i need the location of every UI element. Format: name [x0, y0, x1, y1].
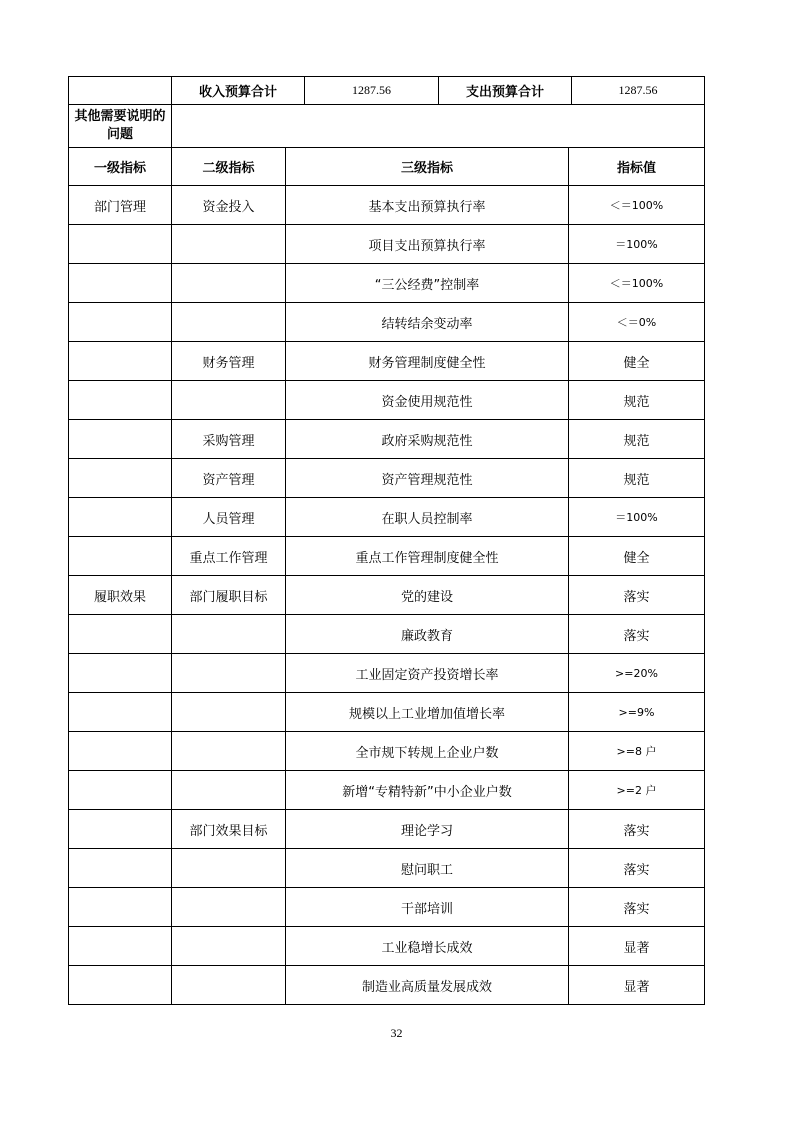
indicator-value-cell: >=20%: [569, 654, 705, 693]
level1-cell: [69, 342, 172, 381]
table-row: [69, 498, 705, 537]
level1-cell: [69, 615, 172, 654]
level1-cell: [69, 225, 172, 264]
indicator-value-cell: 落实: [569, 810, 705, 849]
level2-cell: [172, 654, 286, 693]
expense-budget-value: 1287.56: [572, 77, 705, 105]
level3-cell: 政府采购规范性: [286, 420, 569, 459]
level1-cell: [69, 654, 172, 693]
level3-cell: 重点工作管理制度健全性: [286, 537, 569, 576]
level2-cell: 部门履职目标: [172, 576, 286, 615]
table-row: [69, 732, 705, 771]
table-row: [69, 264, 705, 303]
indicator-value-cell: 显著: [569, 966, 705, 1005]
indicator-value-cell: 落实: [569, 888, 705, 927]
level1-cell: [69, 537, 172, 576]
table-row: [69, 381, 705, 420]
indicator-value-cell: 落实: [569, 615, 705, 654]
level1-cell: [69, 498, 172, 537]
level2-cell: 资金投入: [172, 186, 286, 225]
table-row: [69, 342, 705, 381]
income-budget-value: 1287.56: [305, 77, 439, 105]
indicator-value-cell: ＜＝100%: [569, 186, 705, 225]
table-row: [69, 225, 705, 264]
table-row: [69, 615, 705, 654]
level2-cell: [172, 966, 286, 1005]
level3-cell: 制造业高质量发展成效: [286, 966, 569, 1005]
level2-cell: [172, 303, 286, 342]
indicator-value-cell: 落实: [569, 576, 705, 615]
level3-cell: 财务管理制度健全性: [286, 342, 569, 381]
notes-table: [68, 104, 705, 148]
level3-cell: 工业固定资产投资增长率: [286, 654, 569, 693]
level3-cell: “三公经费”控制率: [286, 264, 569, 303]
level1-cell: [69, 849, 172, 888]
level1-cell: [69, 303, 172, 342]
notes-label: 其他需要说明的问题: [69, 105, 172, 148]
level3-cell: 资金使用规范性: [286, 381, 569, 420]
level1-cell: [69, 459, 172, 498]
level2-cell: [172, 888, 286, 927]
indicator-value-cell: >=8 户: [569, 732, 705, 771]
level1-cell: [69, 888, 172, 927]
level2-cell: [172, 693, 286, 732]
indicator-value-cell: 规范: [569, 381, 705, 420]
indicator-value-cell: ＝100%: [569, 498, 705, 537]
level1-cell: [69, 732, 172, 771]
level3-cell: 项目支出预算执行率: [286, 225, 569, 264]
level2-cell: [172, 381, 286, 420]
summary-blank-cell: [69, 77, 172, 105]
level1-cell: [69, 693, 172, 732]
level2-cell: [172, 849, 286, 888]
indicator-value-cell: 健全: [569, 342, 705, 381]
budget-summary-table: [68, 76, 705, 105]
indicator-value-cell: >=9%: [569, 693, 705, 732]
table-row: [69, 537, 705, 576]
level1-cell: 履职效果: [69, 576, 172, 615]
level2-cell: [172, 615, 286, 654]
notes-value: [172, 105, 705, 148]
header-value: 指标值: [569, 148, 705, 186]
indicator-value-cell: ＝100%: [569, 225, 705, 264]
indicator-value-cell: ＜＝100%: [569, 264, 705, 303]
level1-cell: [69, 771, 172, 810]
level1-cell: 部门管理: [69, 186, 172, 225]
expense-budget-label: 支出预算合计: [439, 77, 572, 105]
budget-summary-row: [69, 77, 705, 105]
table-row: [69, 654, 705, 693]
level2-cell: [172, 732, 286, 771]
level2-cell: 人员管理: [172, 498, 286, 537]
level2-cell: 财务管理: [172, 342, 286, 381]
table-row: [69, 576, 705, 615]
level3-cell: 干部培训: [286, 888, 569, 927]
level1-cell: [69, 264, 172, 303]
header-level2: 二级指标: [172, 148, 286, 186]
level3-cell: 廉政教育: [286, 615, 569, 654]
level1-cell: [69, 810, 172, 849]
level3-cell: 基本支出预算执行率: [286, 186, 569, 225]
level3-cell: 规模以上工业增加值增长率: [286, 693, 569, 732]
table-row: [69, 459, 705, 498]
table-row: [69, 303, 705, 342]
level2-cell: 资产管理: [172, 459, 286, 498]
header-level1: 一级指标: [69, 148, 172, 186]
level3-cell: 结转结余变动率: [286, 303, 569, 342]
table-row: [69, 420, 705, 459]
level2-cell: 重点工作管理: [172, 537, 286, 576]
level2-cell: [172, 771, 286, 810]
level3-cell: 慰问职工: [286, 849, 569, 888]
level1-cell: [69, 966, 172, 1005]
table-row: [69, 693, 705, 732]
level3-cell: 资产管理规范性: [286, 459, 569, 498]
level3-cell: 全市规下转规上企业户数: [286, 732, 569, 771]
level1-cell: [69, 927, 172, 966]
level2-cell: 采购管理: [172, 420, 286, 459]
level1-cell: [69, 420, 172, 459]
indicator-value-cell: 健全: [569, 537, 705, 576]
indicator-value-cell: 显著: [569, 927, 705, 966]
indicator-value-cell: 规范: [569, 420, 705, 459]
indicator-header-row: [69, 148, 705, 186]
level2-cell: [172, 264, 286, 303]
page-number: 32: [390, 1026, 403, 1040]
indicator-value-cell: >=2 户: [569, 771, 705, 810]
table-row: [69, 927, 705, 966]
table-row: [69, 966, 705, 1005]
level3-cell: 党的建设: [286, 576, 569, 615]
level3-cell: 理论学习: [286, 810, 569, 849]
level3-cell: 工业稳增长成效: [286, 927, 569, 966]
header-level3: 三级指标: [286, 148, 569, 186]
indicator-value-cell: 落实: [569, 849, 705, 888]
level3-cell: 在职人员控制率: [286, 498, 569, 537]
level2-cell: [172, 225, 286, 264]
level3-cell: 新增“专精特新”中小企业户数: [286, 771, 569, 810]
level2-cell: 部门效果目标: [172, 810, 286, 849]
performance-indicator-table: [68, 147, 705, 1005]
level1-cell: [69, 381, 172, 420]
indicator-value-cell: ＜＝0%: [569, 303, 705, 342]
table-row: [69, 849, 705, 888]
table-row: [69, 888, 705, 927]
income-budget-label: 收入预算合计: [172, 77, 305, 105]
indicator-value-cell: 规范: [569, 459, 705, 498]
table-row: [69, 186, 705, 225]
level2-cell: [172, 927, 286, 966]
table-row: [69, 810, 705, 849]
notes-row: [69, 105, 705, 148]
table-row: [69, 771, 705, 810]
